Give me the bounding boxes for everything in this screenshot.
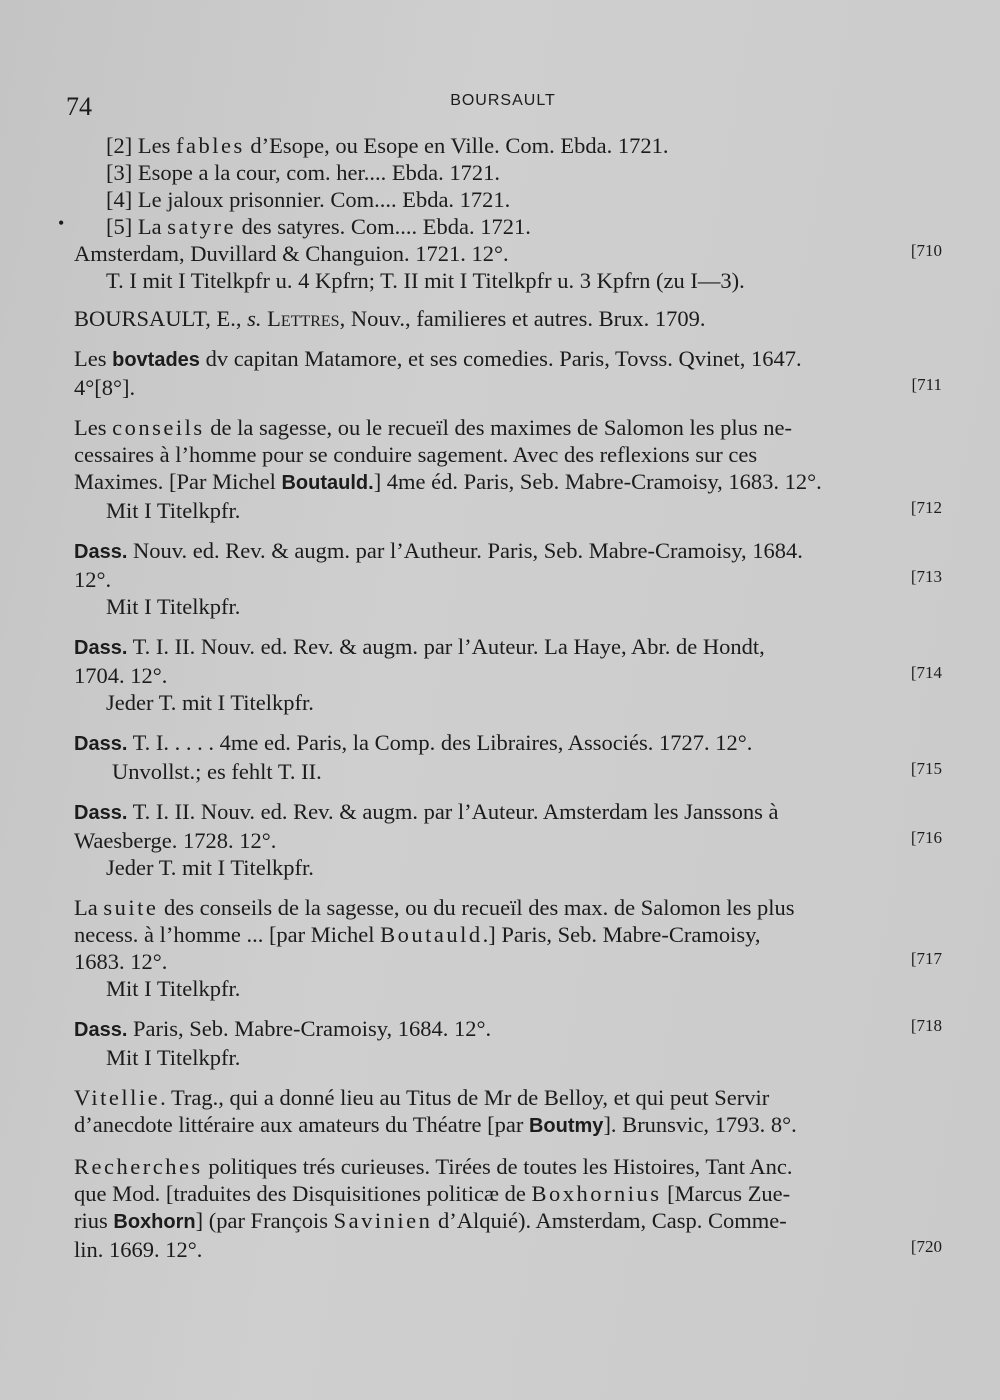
catalog-entry-720 — [74, 1153, 942, 1263]
entry-line: Dass. T. I. II. Nouv. ed. Rev. & augm. par l’Auteur. La Haye, Abr. de Hondt, — [74, 634, 765, 659]
catalog-entry-717 — [74, 894, 942, 1002]
entry-line: Mit I Titelkpfr. — [106, 1045, 241, 1070]
entry-line: rius Boxhorn] (par François Savinien d’Alquié). Amsterdam, Casp. Comme- — [74, 1208, 787, 1233]
entry-line: T. I mit I Titelkpfr u. 4 Kpfrn; T. II mit I Titelkpfr u. 3 Kpfrn (zu I—3). — [106, 268, 745, 293]
margin-mark: • — [58, 213, 65, 233]
cross-reference — [74, 305, 942, 332]
catalog-number: [711 — [911, 375, 942, 394]
entry-line: necess. à l’homme ... [par Michel Boutauld.] Paris, Seb. Mabre-Cramoisy, — [74, 922, 761, 947]
catalog-entry-718 — [74, 1015, 942, 1071]
entry-line: [2] Les fables d’Esope, ou Esope en Ville. Com. Ebda. 1721. — [106, 133, 669, 158]
entry-line: 1683. 12°. [717 — [74, 948, 942, 975]
entry-line: Dass. T. I. II. Nouv. ed. Rev. & augm. par l’Auteur. Amsterdam les Janssons à — [74, 799, 779, 824]
entry-line: 12°. [713 — [74, 566, 942, 593]
entry-line: cessaires à l’homme pour se conduire sagement. Avec des reflexions sur ces — [74, 442, 758, 467]
entry-line: [5] La satyre des satyres. Com.... Ebda. 1721. — [106, 214, 531, 239]
entry-line: Dass. Paris, Seb. Mabre-Cramoisy, 1684. 12°. [718 — [74, 1015, 942, 1044]
entry-line: Unvollst.; es fehlt T. II. [715 — [74, 758, 942, 785]
catalog-entry-714 — [74, 633, 942, 716]
entry-line: Mit I Titelkpfr. — [106, 976, 241, 1001]
entry-line: [4] Le jaloux prisonnier. Com.... Ebda. 1721. — [106, 187, 511, 212]
entry-line: 1704. 12°. [714 — [74, 662, 942, 689]
catalog-number: [720 — [910, 1237, 942, 1256]
catalog-entry-716 — [74, 798, 942, 881]
entry-line: Waesberge. 1728. 12°. [716 — [74, 827, 942, 854]
entry-line: Les bovtades dv capitan Matamore, et ses comedies. Paris, Tovss. Qvinet, 1647. — [74, 346, 802, 371]
entry-line: Mit I Titelkpfr. [712 — [74, 497, 942, 524]
catalog-entry-711 — [74, 345, 942, 401]
catalog-entry-712 — [74, 414, 942, 524]
page-number: 74 — [66, 92, 92, 121]
entry-line: Jeder T. mit I Titelkpfr. — [106, 855, 314, 880]
entry-line: Recherches politiques trés curieuses. Tirées de toutes les Histoires, Tant Anc. — [74, 1154, 793, 1179]
entry-line: Dass. T. I. . . . . 4me ed. Paris, la Comp. des Libraires, Associés. 1727. 12°. — [74, 730, 753, 755]
catalog-entry-713 — [74, 537, 942, 620]
entry-line: [3] Esope a la cour, com. her.... Ebda. 1721. — [106, 160, 500, 185]
catalog-number: [714 — [910, 663, 942, 682]
catalog-entry-715 — [74, 729, 942, 785]
catalog-number: [712 — [910, 498, 942, 517]
catalog-number: [717 — [910, 949, 942, 968]
catalog-number: [718 — [910, 1016, 942, 1035]
entry-line: Les conseils de la sagesse, ou le recueïl des maximes de Salomon les plus ne- — [74, 415, 792, 440]
page-header — [62, 92, 944, 126]
entry-line: lin. 1669. 12°. [720 — [74, 1236, 942, 1263]
entry-line: Dass. Nouv. ed. Rev. & augm. par l’Autheur. Paris, Seb. Mabre-Cramoisy, 1684. — [74, 538, 803, 563]
entry-line: Mit I Titelkpfr. — [106, 594, 241, 619]
entry-line: Jeder T. mit I Titelkpfr. — [106, 690, 314, 715]
entry-line: Maximes. [Par Michel Boutauld.] 4me éd. Paris, Seb. Mabre-Cramoisy, 1683. 12°. — [74, 469, 822, 494]
catalog-number: [715 — [910, 759, 942, 778]
catalog-entry-vitellie — [74, 1084, 942, 1140]
catalog-number: [716 — [910, 828, 942, 847]
entry-line: La suite des conseils de la sagesse, ou du recueïl des max. de Salomon les plus — [74, 895, 795, 920]
entry-line: 4°[8°]. [711 — [74, 374, 942, 401]
catalog-number: [710 — [910, 241, 942, 260]
entry-line: BOURSAULT, E., s. Lettres, Nouv., familieres et autres. Brux. 1709. — [74, 306, 706, 331]
entry-line: d’anecdote littéraire aux amateurs du Théatre [par Boutmy]. Brunsvic, 1793. 8°. — [74, 1112, 797, 1137]
entry-line: Vitellie. Trag., qui a donné lieu au Titus de Mr de Belloy, et qui peut Servir — [74, 1085, 770, 1110]
entry-line: Amsterdam, Duvillard & Changuion. 1721. 12°. [710 — [74, 240, 942, 267]
running-title: BOURSAULT — [450, 92, 556, 109]
entry-line: que Mod. [traduites des Disquisitiones politicæ de Boxhornius [Marcus Zue- — [74, 1181, 791, 1206]
catalog-number: [713 — [910, 567, 942, 586]
catalog-body — [58, 132, 942, 1276]
catalog-entry-710 — [58, 132, 942, 294]
